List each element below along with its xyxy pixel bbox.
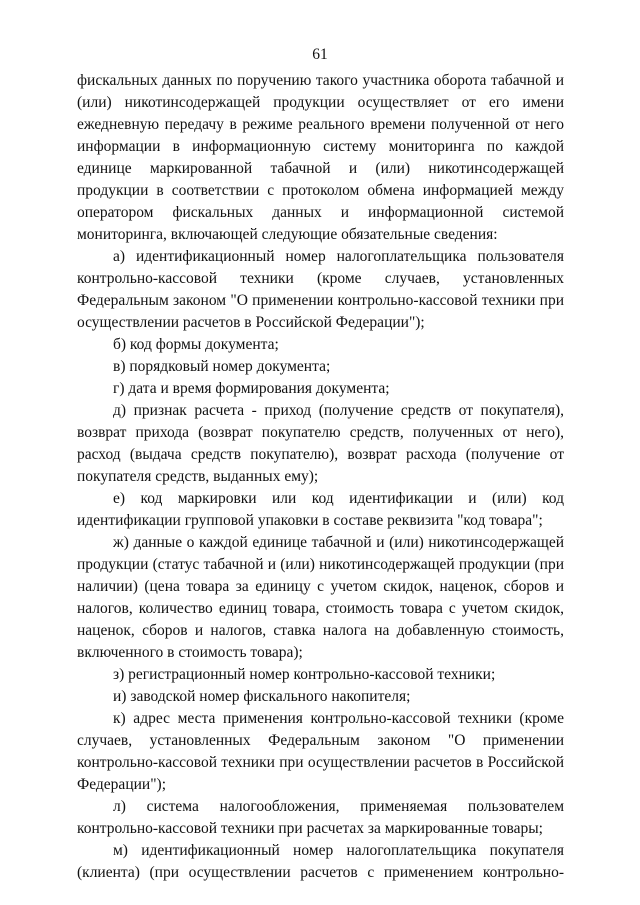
body-text (77, 70, 564, 884)
list-item-e: е) код маркировки или код идентификации и (или) код идентификации групповой упаковки в составе реквизита "код товара"; (77, 490, 564, 529)
paragraph-continuation: фискальных данных по поручению такого участника оборота табачной и (или) никотинсодержащей продукции осуществляет от его имени ежедневную передачу в режиме реального времени полученной от него информации в информационную систему мониторинга по каждой единице маркированной табачной и (или) никотинсодержащей продукции в соответствии с протоколом обмена информацией между оператором фискальных данных и информационной системой мониторинга, включающей следующие обязательные сведения: (77, 72, 564, 243)
list-item-l: л) система налогообложения, применяемая пользователем контрольно-кассовой техники при расчетах за маркированные товары; (77, 798, 564, 837)
list-item-a: а) идентификационный номер налогоплательщика пользователя контрольно-кассовой техники (кроме случаев, установленных Федеральным законом "О применении контрольно-кассовой техники при осуществлении расчетов в Российской Федерации"); (77, 248, 564, 331)
list-item-z: з) регистрационный номер контрольно-кассовой техники; (113, 666, 496, 683)
list-item-d: д) признак расчета - приход (получение средств от покупателя), возврат прихода (возврат покупателю средств, полученных от него), расход (выдача средств покупателю), возврат расхода (получение от покупателя средств, выданных ему); (77, 402, 564, 485)
list-item-zh: ж) данные о каждой единице табачной и (или) никотинсодержащей продукции (статус табачной и (или) никотинсодержащей продукции (при наличии) (цена товара за единицу с учетом скидок, наценок, сборов и налогов, количество единиц товара, стоимость товара с учетом скидок, наценок, сборов и налогов, ставка налога на добавленную стоимость, включенного в стоимость товара); (77, 534, 564, 661)
page-number: 61 (312, 46, 328, 63)
list-item-g: г) дата и время формирования документа; (113, 380, 390, 397)
list-item-m: м) идентификационный номер налогоплательщика покупателя (клиента) (при осуществлении расчетов с применением контрольно- (77, 842, 564, 881)
list-item-i: и) заводской номер фискального накопителя; (113, 688, 411, 705)
list-item-v: в) порядковый номер документа; (113, 358, 331, 375)
list-item-k: к) адрес места применения контрольно-кассовой техники (кроме случаев, установленных Федеральным законом "О применении контрольно-кассовой техники при осуществлении расчетов в Российской Федерации"); (77, 710, 564, 793)
list-item-b: б) код формы документа; (113, 336, 279, 353)
